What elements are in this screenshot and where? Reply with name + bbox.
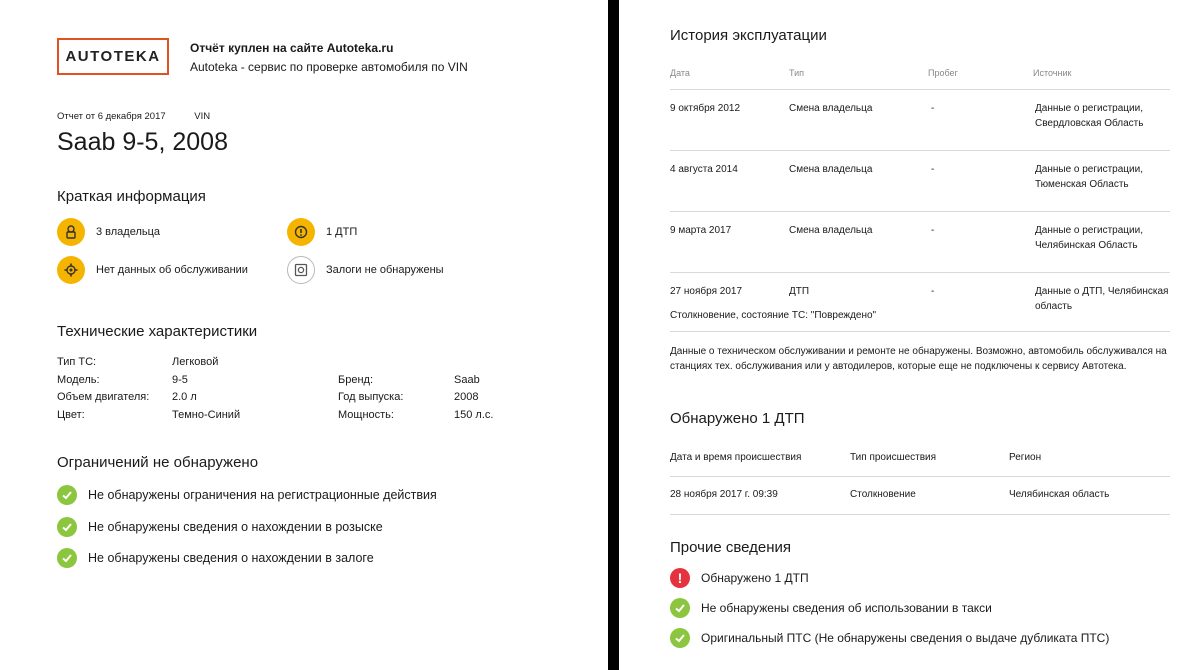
divider <box>670 150 1170 151</box>
header-subtitle: Autoteka - сервис по проверке автомобиля по VIN <box>190 60 468 74</box>
pledge-safe-icon <box>287 256 315 284</box>
spec-value: 9-5 <box>172 374 188 386</box>
check-icon <box>57 485 77 505</box>
history-source: Данные о регистрации, Тюменская Область <box>1035 164 1143 190</box>
spec-value: Темно-Синий <box>172 409 241 421</box>
spec-label: Год выпуска: <box>338 391 404 403</box>
summary-item-label: Нет данных об обслуживании <box>96 264 248 276</box>
report-date: Отчет от 6 декабря 2017 <box>57 111 166 122</box>
summary-heading: Краткая информация <box>57 188 206 205</box>
check-icon <box>670 628 690 648</box>
check-icon <box>57 548 77 568</box>
divider <box>670 89 1170 90</box>
alert-icon: ! <box>670 568 690 588</box>
summary-item-accidents <box>287 218 357 246</box>
divider <box>670 211 1170 212</box>
other-item-pts <box>670 628 1109 648</box>
divider <box>670 514 1170 515</box>
summary-item-label: 1 ДТП <box>326 226 358 238</box>
other-item-text: Обнаружено 1 ДТП <box>701 571 809 585</box>
specs-heading: Технические характеристики <box>57 323 258 340</box>
spec-label: Цвет: <box>57 409 85 421</box>
spec-value: 150 л.с. <box>454 409 494 421</box>
summary-item-owners <box>57 218 160 246</box>
history-col-source: Источник <box>1033 68 1072 78</box>
history-extra: Столкновение, состояние ТС: "Повреждено" <box>670 310 877 321</box>
history-type: Смена владельца <box>789 103 873 114</box>
accident-icon <box>287 218 315 246</box>
report-meta <box>57 111 210 122</box>
summary-item-label: 3 владельца <box>96 226 161 238</box>
divider <box>670 476 1170 477</box>
accident-datetime: 28 ноября 2017 г. 09:39 <box>670 489 778 500</box>
history-source: Данные о регистрации, Свердловская Область <box>1035 103 1144 129</box>
restriction-text: Не обнаружены сведения о нахождении в залоге <box>88 551 374 565</box>
history-date: 27 ноября 2017 <box>670 286 743 297</box>
header-title: Отчёт куплен на сайте Autoteka.ru <box>190 41 394 55</box>
spec-label: Объем двигателя: <box>57 391 150 403</box>
history-col-mileage: Пробег <box>928 68 958 78</box>
history-source: Данные о ДТП, Челябинская область <box>1035 286 1169 312</box>
spec-value: Saab <box>454 374 480 386</box>
accidents-col-datetime: Дата и время происшествия <box>670 452 802 463</box>
other-heading: Прочие сведения <box>670 539 792 556</box>
spec-label: Модель: <box>57 374 100 386</box>
accident-type: Столкновение <box>850 489 916 500</box>
restriction-item <box>57 485 437 505</box>
divider <box>670 272 1170 273</box>
accidents-col-region: Регион <box>1009 452 1042 463</box>
history-mileage: - <box>931 225 935 236</box>
history-date: 9 марта 2017 <box>670 225 732 236</box>
history-type: Смена владельца <box>789 225 873 236</box>
service-gear-icon <box>57 256 85 284</box>
divider <box>670 331 1170 332</box>
other-item-text: Не обнаружены сведения об использовании в такси <box>701 601 992 615</box>
owner-icon <box>57 218 85 246</box>
restriction-text: Не обнаружены сведения о нахождении в розыске <box>88 520 383 534</box>
car-title: Saab 9-5, 2008 <box>57 128 228 156</box>
summary-item-pledges <box>287 256 444 284</box>
accidents-col-type: Тип происшествия <box>850 452 937 463</box>
summary-item-service <box>57 256 248 284</box>
history-col-type: Тип <box>789 68 805 78</box>
accidents-heading: Обнаружено 1 ДТП <box>670 410 805 427</box>
spec-label: Бренд: <box>338 374 374 386</box>
spec-value: 2.0 л <box>172 391 197 403</box>
report-page-right <box>619 0 1200 670</box>
restriction-item <box>57 517 383 537</box>
autoteka-logo: AUTOTEKA <box>57 38 169 75</box>
spec-value: Легковой <box>172 356 219 368</box>
history-col-date: Дата <box>670 68 690 78</box>
history-heading: История эксплуатации <box>670 27 827 44</box>
history-note: Данные о техническом обслуживании и ремонте не обнаружены. Возможно, автомобиль обслуживался на станциях тех. обслуживания или у автодилеров, которые еще не подключены к сервису Автотека. <box>670 346 1167 372</box>
restriction-item <box>57 548 374 568</box>
restrictions-heading: Ограничений не обнаружено <box>57 454 259 471</box>
spec-label: Тип ТС: <box>57 356 97 368</box>
spec-value: 2008 <box>454 391 479 403</box>
history-mileage: - <box>931 103 935 114</box>
history-type: ДТП <box>789 286 810 297</box>
restriction-text: Не обнаружены ограничения на регистрационные действия <box>88 488 437 502</box>
history-type: Смена владельца <box>789 164 873 175</box>
summary-item-label: Залоги не обнаружены <box>326 264 444 276</box>
vin-label: VIN <box>194 111 211 122</box>
history-date: 9 октября 2012 <box>670 103 740 114</box>
accident-region: Челябинская область <box>1009 489 1110 500</box>
other-item-taxi <box>670 598 992 618</box>
history-date: 4 августа 2014 <box>670 164 738 175</box>
check-icon <box>670 598 690 618</box>
other-item-text: Оригинальный ПТС (Не обнаружены сведения о выдаче дубликата ПТС) <box>701 631 1110 645</box>
check-icon <box>57 517 77 537</box>
history-mileage: - <box>931 286 935 297</box>
spec-label: Мощность: <box>338 409 394 421</box>
other-item-accident <box>670 568 809 588</box>
history-source: Данные о регистрации, Челябинская Область <box>1035 225 1143 251</box>
history-mileage: - <box>931 164 935 175</box>
